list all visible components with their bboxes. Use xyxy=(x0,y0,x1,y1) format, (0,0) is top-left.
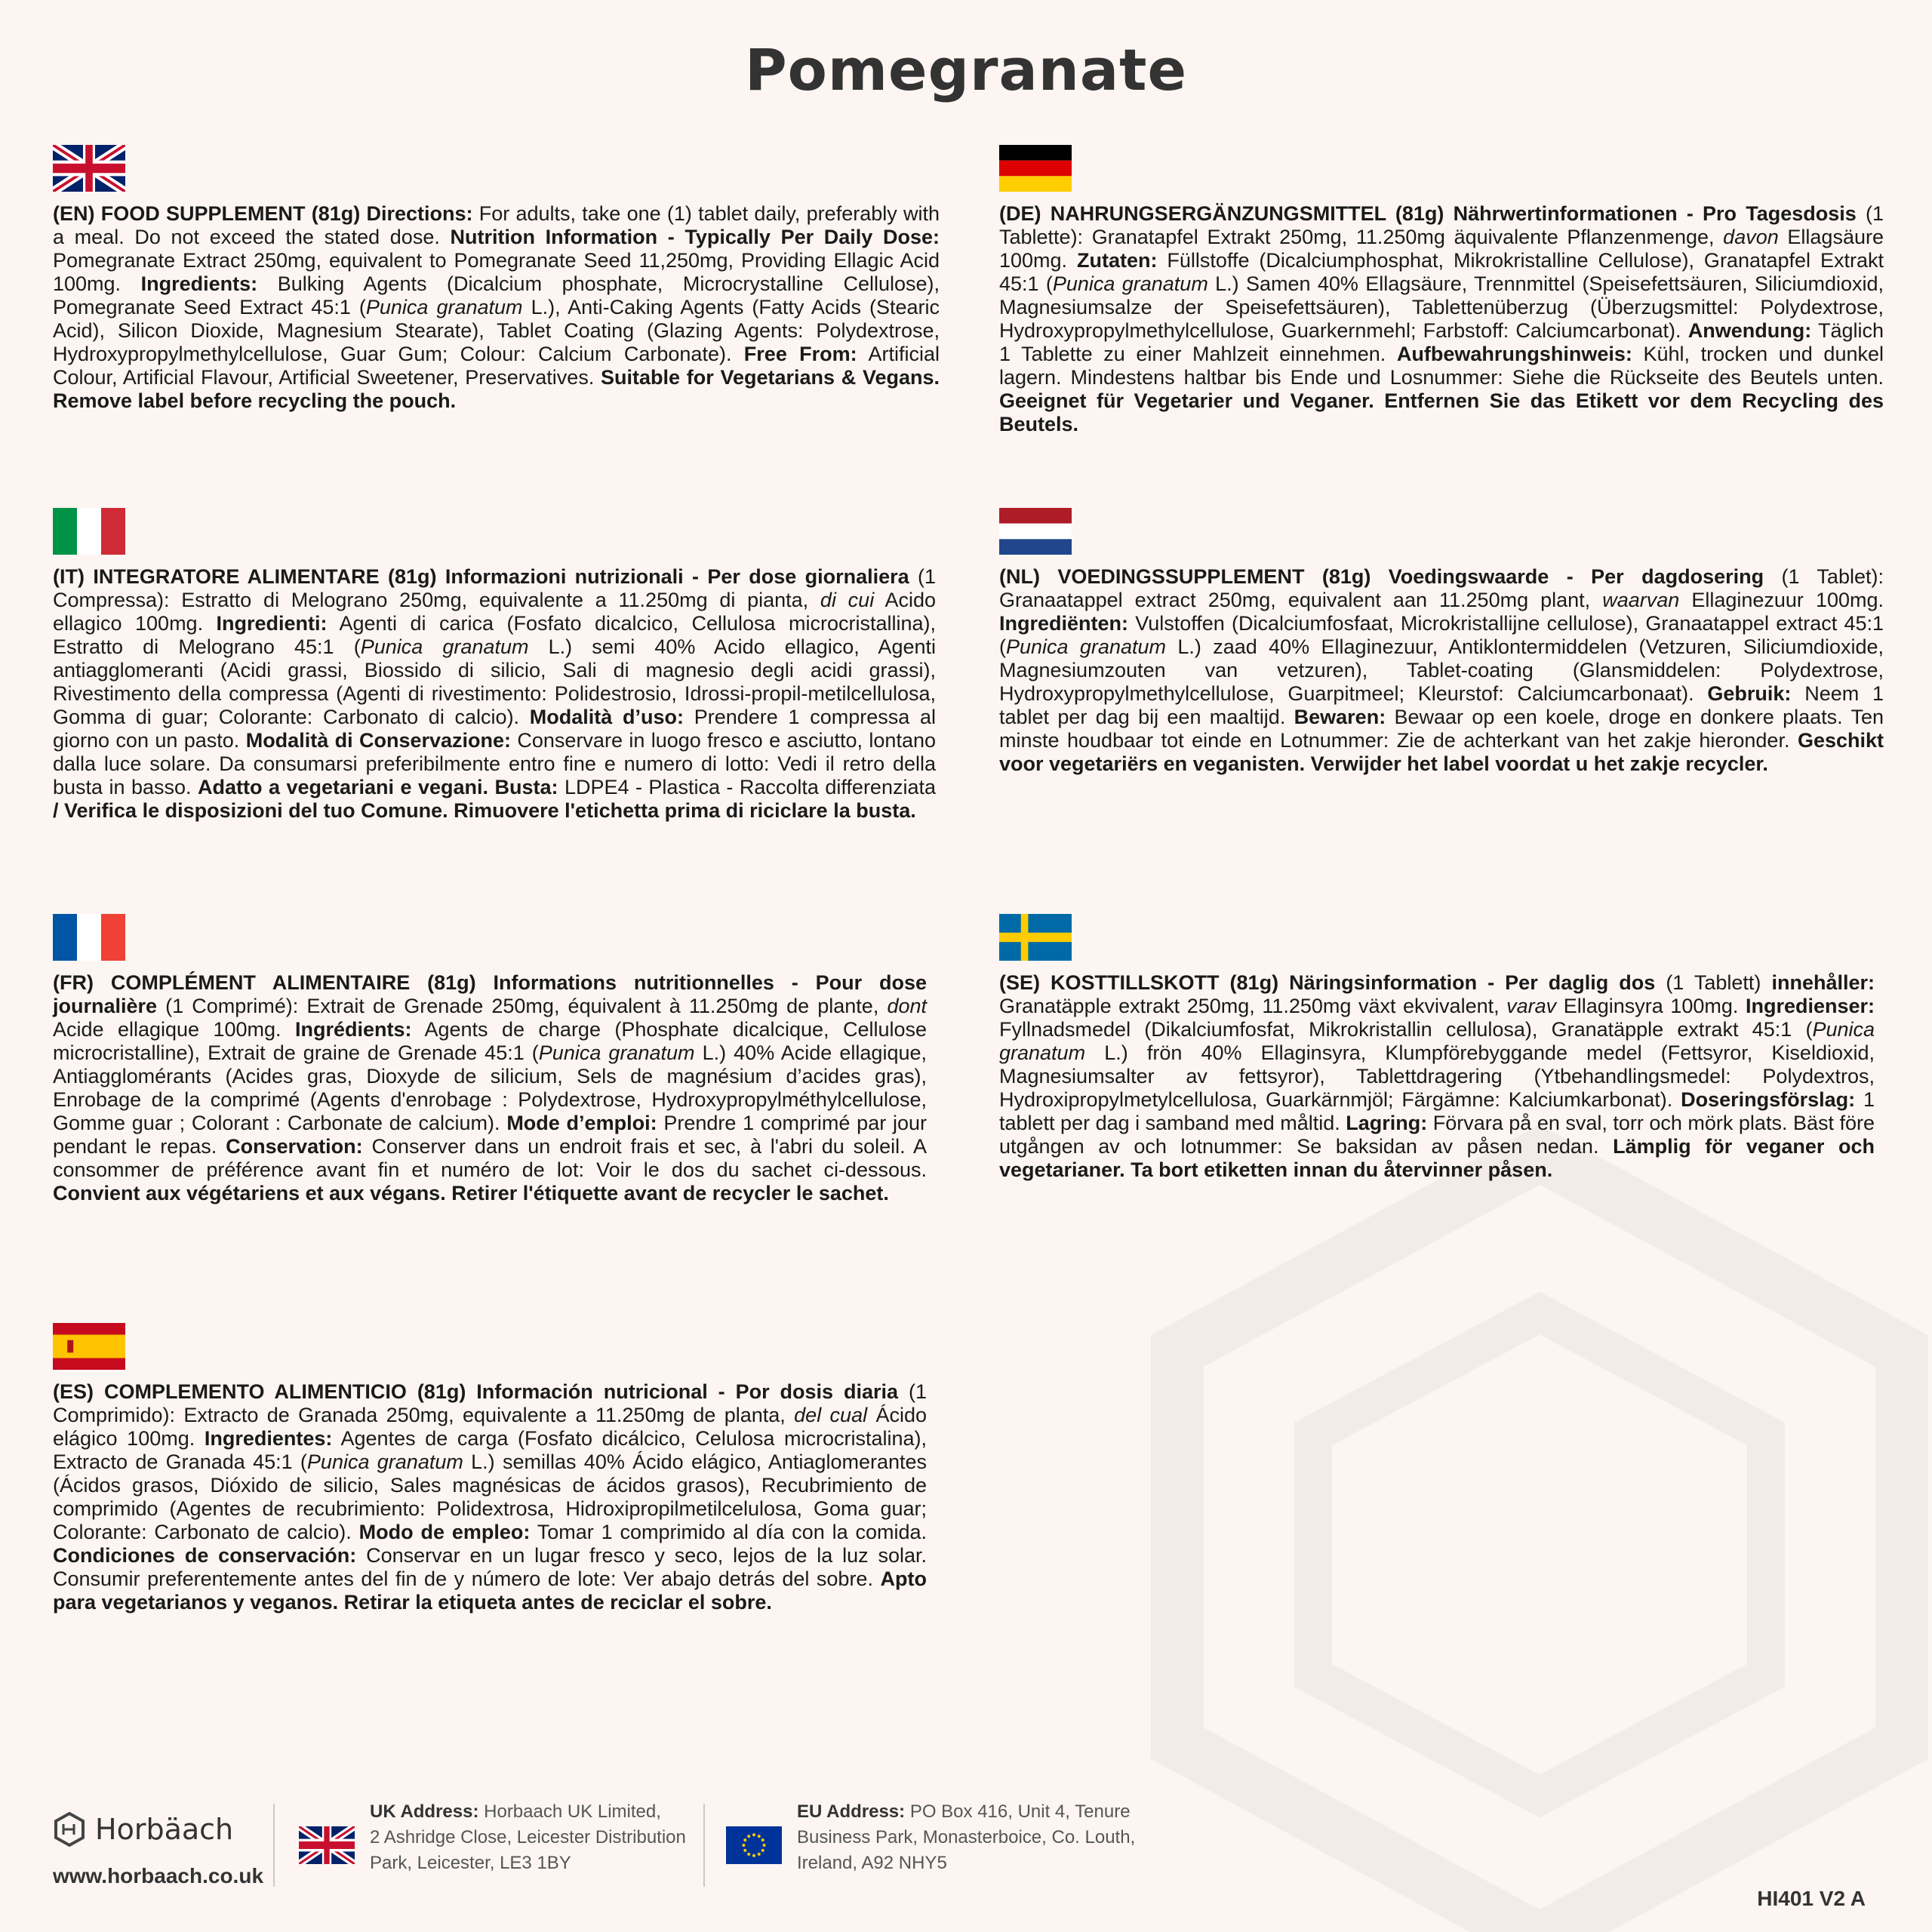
it-nutrition: (1 Compressa): Estratto di Melograno 250mg, equivalente a 11.250mg di pianta, xyxy=(53,565,936,611)
es-nutrition: (1 Comprimido): Extracto de Granada 250mg, equivalente a 11.250mg de planta, xyxy=(53,1380,927,1426)
en-free-from-label: Free From: xyxy=(743,343,857,365)
uk-address-line: Park, Leicester, LE3 1BY xyxy=(370,1853,571,1873)
it-ingredients: Agenti di carica (Fosfato dicalcico, Cellulosa microcristallina), Estratto di Melograno 45:1 ( xyxy=(53,612,936,658)
panel-nl-text xyxy=(999,565,1884,776)
panel-es xyxy=(53,1323,927,1614)
uk-address xyxy=(370,1799,686,1876)
fr-ingredients-label: Ingrédients: xyxy=(295,1018,412,1041)
fr-usage: Prendre 1 comprimé par jour pendant le repas. xyxy=(53,1112,927,1158)
fr-storage-label: Conservation: xyxy=(226,1135,363,1158)
page-title: Pomegranate xyxy=(744,36,1188,103)
it-storage-label: Modalità di Conservazione: xyxy=(245,729,512,752)
it-italic: di cui xyxy=(820,589,875,611)
hexagon-logo-icon xyxy=(53,1811,86,1847)
panel-en-text xyxy=(53,202,940,413)
se-ingredients: Fyllnadsmedel (Dikalciumfosfat, Mikrokristallin cellulosa), Granatäpple extrakt 45:1 ( xyxy=(999,1018,1813,1041)
se-usage: 1 tablett per dag i samband med måltid. xyxy=(999,1088,1875,1134)
de-italic: davon xyxy=(1723,226,1779,248)
fr-ingredients-cont: L.) 40% Acide ellagique, Antiagglomérants (Acides gras, Dioxyde de silicium, Sels de magnésium d’acides gras), Enrobage de la comprimé (Agents d'enrobage : Polydextrose, Hydroxypropylméthylcellulose, Gomme guar ; Colorant : Carbonate de calcium). xyxy=(53,1041,927,1134)
panel-fr xyxy=(53,914,927,1205)
spain-flag-icon xyxy=(53,1323,125,1370)
hexagon-watermark xyxy=(1102,1064,1932,1932)
panel-nl xyxy=(999,508,1884,776)
it-nutrition-cont: Acido ellagico 100mg. xyxy=(53,589,936,635)
website-url: www.horbaach.co.uk xyxy=(53,1864,264,1887)
panel-es-text xyxy=(53,1380,927,1614)
italy-flag-icon xyxy=(53,508,125,555)
uk-flag-icon xyxy=(299,1826,355,1864)
se-dose: (1 Tablett) xyxy=(1655,971,1772,994)
en-heading: (EN) FOOD SUPPLEMENT (81g) Directions: xyxy=(53,202,473,225)
en-ingredients: Bulking Agents (Dicalcium phosphate, Microcrystalline Cellulose), Pomegranate Seed Extract 45:1 ( xyxy=(53,272,940,318)
es-ingredients: Agentes de carga (Fosfato dicálcico, Celulosa microcristalina), Extracto de Granada 45:1 ( xyxy=(53,1427,928,1473)
se-ingredients-label: Ingredienser: xyxy=(1745,995,1875,1017)
fr-storage: Conserver dans un endroit frais et sec, à l'abri du soleil. A consommer de préférence avant fin et numéro de lot: Voir le dos du sachet ci-dessous. xyxy=(53,1135,927,1181)
se-storage-label: Lagring: xyxy=(1346,1112,1428,1134)
nl-storage: Bewaar op een koele, droge en donkere plaats. Ten minste houdbaar tot einde en Lotnummer: Zie de achterkant van het zakje hieronder. xyxy=(999,706,1884,752)
eu-address-line: PO Box 416, Unit 4, Tenure xyxy=(905,1801,1131,1822)
de-heading: (DE) NAHRUNGSERGÄNZUNGSMITTEL (81g) Nährwertinformationen - Pro Tagesdosis xyxy=(999,202,1857,225)
es-usage: Tomar 1 comprimido al día con la comida. xyxy=(530,1521,927,1543)
nl-latin-name: Punica granatum xyxy=(1006,635,1166,658)
es-heading: (ES) COMPLEMENTO ALIMENTICIO (81g) Información nutricional - Por dosis diaria xyxy=(53,1380,899,1403)
panel-fr-text xyxy=(53,971,927,1205)
en-nutrition-label: Nutrition Information - Typically Per Daily Dose: xyxy=(450,226,940,248)
france-flag-icon xyxy=(53,914,125,961)
divider xyxy=(703,1804,705,1887)
fr-heading: (FR) COMPLÉMENT ALIMENTAIRE (81g) Informations nutritionnelles - Pour dose journalière xyxy=(53,971,927,1017)
de-nutrition: (1 Tablette): Granatapfel Extrakt 250mg, 11.250mg äquivalente Pflanzenmenge, xyxy=(999,202,1884,248)
fr-latin-name: Punica granatum xyxy=(538,1041,695,1064)
it-usage-label: Modalità d’uso: xyxy=(529,706,684,728)
es-latin-name: Punica granatum xyxy=(306,1451,463,1473)
eu-flag-icon xyxy=(726,1826,782,1864)
de-ingredients-label: Zutaten: xyxy=(1077,249,1158,272)
se-heading: (SE) KOSTTILLSKOTT (81g) Näringsinformation - Per daglig dos xyxy=(999,971,1656,994)
en-free-from: Artificial Colour, Artificial Flavour, Artificial Sweetener, Preservatives. xyxy=(53,343,940,389)
nl-nutrition-cont: Ellaginezuur 100mg. xyxy=(1679,589,1884,611)
se-storage: Förvara på en sval, torr och mörk plats. Bäst före utgången av och lotnummer: Se baksidan av påsen nedan. xyxy=(999,1112,1875,1158)
de-ingredients-cont: L.) Samen 40% Ellagsäure, Trennmittel (Speisefettsäuren, Siliciumdioxid, Magnesiumsalze der Speisefettsäuren), Tablettenüberzug (Überzugsmittel: Polydextrose, Hydroxypropylmethylcellulose, Guarkernmehl; Farbstoff: Calciumcarbonat). xyxy=(999,272,1884,342)
panel-de-text xyxy=(999,202,1884,436)
fr-italic: dont xyxy=(887,995,927,1017)
germany-flag-icon xyxy=(999,145,1072,192)
it-heading: (IT) INTEGRATORE ALIMENTARE (81g) Informazioni nutrizionali - Per dose giornaliera xyxy=(53,565,909,588)
es-suitability: Apto para vegetarianos y veganos. Retirar la etiqueta antes de reciclar el sobre. xyxy=(53,1567,927,1614)
de-ingredients: Füllstoffe (Dicalciumphosphat, Mikrokristalline Cellulose), Granatapfel Extrakt 45:1 ( xyxy=(999,249,1884,295)
se-italic: varav xyxy=(1506,995,1557,1017)
it-latin-name: Punica granatum xyxy=(360,635,529,658)
fr-usage-label: Mode d’emploi: xyxy=(506,1112,657,1134)
nl-heading: (NL) VOEDINGSSUPPLEMENT (81g) Voedingswaarde - Per dagdosering xyxy=(999,565,1764,588)
panel-it-text xyxy=(53,565,936,823)
es-ingredients-cont: L.) semillas 40% Ácido elágico, Antiaglomerantes (Ácidos grasos, Dióxido de silicio, Sales magnésicas de ácidos grasos), Recubrimiento de comprimido (Agentes de recubrimiento: Polidextrosa, Hidroxipropilmetilcelulosa, Goma guar; Colorante: Carbonato de calcio). xyxy=(53,1451,928,1543)
es-italic: del cual xyxy=(794,1404,868,1426)
de-storage-label: Aufbewahrungshinweis: xyxy=(1396,343,1632,365)
nl-nutrition: (1 Tablet): Granaatappel extract 250mg, equivalent aan 11.250mg plant, xyxy=(999,565,1884,611)
it-ingredients-label: Ingredienti: xyxy=(216,612,328,635)
it-usage: Prendere 1 compressa al giorno con un pasto. xyxy=(53,706,937,752)
sweden-flag-icon xyxy=(999,914,1072,961)
se-suitability: Lämplig för veganer och vegetarianer. Ta bort etiketten innan du återvinner påsen. xyxy=(999,1135,1875,1181)
fr-suitability: Convient aux végétariens et aux végans. Retirer l'étiquette avant de recycler le sachet. xyxy=(53,1182,889,1204)
en-suitability: Suitable for Vegetarians & Vegans. Remove label before recycling the pouch. xyxy=(53,366,940,412)
nl-ingredients-label: Ingrediënten: xyxy=(999,612,1129,635)
nl-italic: waarvan xyxy=(1602,589,1680,611)
netherlands-flag-icon xyxy=(999,508,1072,555)
uk-address-line: 2 Ashridge Close, Leicester Distribution xyxy=(370,1827,686,1847)
panel-it xyxy=(53,508,936,823)
uk-address-label: UK Address: xyxy=(370,1801,479,1822)
panel-se-text xyxy=(999,971,1875,1182)
se-ingredients-cont: L.) frön 40% Ellaginsyra, Klumpförebyggande medel (Fettsyror, Kiseldioxid, Magnesiumsalter av fettsyror), Tablettdragering (Ytbehandlingsmedel: Polydextros, Hydroxipropylmetylcellulosa, Guarkärnmjöl; Färgämne: Kalciumkarbonat). xyxy=(999,1041,1875,1111)
it-packaging: LDPE4 - Plastica - Raccolta differenziata xyxy=(558,776,936,798)
de-nutrition-cont: Ellagsäure 100mg. xyxy=(999,226,1884,272)
en-latin-name: Punica granatum xyxy=(365,296,523,318)
es-storage: Conservar en un lugar fresco y seco, lejos de la luz solar. Consumir preferentemente antes del fin de y número de lote: Ver abajo detrás del sobre. xyxy=(53,1544,927,1590)
eu-address-label: EU Address: xyxy=(797,1801,906,1822)
it-suitability: Adatto a vegetariani e vegani. Busta: xyxy=(198,776,558,798)
se-nutrition: Granatäpple extrakt 250mg, 11.250mg växt ekvivalent, xyxy=(999,995,1507,1017)
it-recycling: / Verifica le disposizioni del tuo Comune. Rimuovere l'etichetta prima di riciclare la busta. xyxy=(53,799,916,822)
es-usage-label: Modo de empleo: xyxy=(358,1521,531,1543)
se-nutrition-cont: Ellaginsyra 100mg. xyxy=(1556,995,1746,1017)
fr-ingredients: Agents de charge (Phosphate dicalcique, Cellulose microcristalline), Extrait de graine de Grenade 45:1 ( xyxy=(53,1018,927,1064)
de-storage: Kühl, trocken und dunkel lagern. Mindestens haltbar bis Ende und Losnummer: Siehe die Rückseite des Beutels unten. xyxy=(999,343,1884,389)
es-storage-label: Condiciones de conservación: xyxy=(53,1544,357,1567)
it-storage: Conservare in luogo fresco e asciutto, lontano dalla luce solare. Da consumarsi preferibilmente entro fine e numero di lotto: Vedi il retro della busta in basso. xyxy=(53,729,936,798)
eu-address-line: Business Park, Monasterboice, Co. Louth, xyxy=(797,1827,1136,1847)
fr-nutrition: (1 Comprimé): Extrait de Grenade 250mg, équivalent à 11.250mg de plante, xyxy=(157,995,888,1017)
en-ingredients-cont: L.), Anti-Caking Agents (Fatty Acids (Stearic Acid), Silicon Dioxide, Magnesium Stearate), Tablet Coating (Glazing Agents: Polydextrose, Hydroxypropylmethylcellulose, Guar Gum; Colour: Calcium Carbonate). xyxy=(53,296,940,365)
fr-nutrition-cont: Acide ellagique 100mg. xyxy=(53,1018,295,1041)
de-usage: Täglich 1 Tablette zu einer Mahlzeit einnehmen. xyxy=(999,319,1884,365)
se-usage-label: Doseringsförslag: xyxy=(1681,1088,1856,1111)
brand-name: Horbäach xyxy=(95,1813,234,1846)
nl-ingredients-cont: L.) zaad 40% Ellaginezuur, Antiklontermiddelen (Vetzuren, Siliciumdioxide, Magnesiumzouten van vetzuren), Tablet-coating (Glansmiddelen: Polydextrose, Hydroxypropylmethylcellulose, Guarpitmeel; Kleurstof: Calciumcarbonaat). xyxy=(999,635,1884,705)
nl-storage-label: Bewaren: xyxy=(1294,706,1386,728)
en-directions: For adults, take one (1) tablet daily, preferably with a meal. Do not exceed the stated dose. xyxy=(53,202,940,248)
nl-usage-label: Gebruik: xyxy=(1707,682,1792,705)
eu-address-line: Ireland, A92 NHY5 xyxy=(797,1853,947,1873)
panel-en xyxy=(53,145,940,413)
nl-ingredients: Vulstoffen (Dicalciumfosfaat, Microkristallijne cellulose), Granaatappel extract 45:1 ( xyxy=(999,612,1884,658)
divider xyxy=(273,1804,275,1887)
se-latin-name: Punica granatum xyxy=(999,1018,1875,1064)
product-code: HI401 V2 A xyxy=(1757,1887,1866,1910)
eu-address xyxy=(797,1799,1135,1876)
uk-address-line: Horbaach UK Limited, xyxy=(478,1801,661,1822)
nl-usage: Neem 1 tablet per dag bij een maaltijd. xyxy=(999,682,1884,728)
en-ingredients-label: Ingredients: xyxy=(140,272,258,295)
footer xyxy=(0,1801,1932,1932)
uk-flag-icon xyxy=(53,145,125,192)
panel-de xyxy=(999,145,1884,436)
it-ingredients-cont: L.) semi 40% Acido ellagico, Agenti antiagglomeranti (Acidi grassi, Biossido di silicio, Sali di magnesio degli acidi grassi), Rivestimento della compressa (Agenti di rivestimento: Polidestrosio, Idrossi-propil-metilcellulosa, Gomma di guar; Colorante: Carbonato di calcio). xyxy=(53,635,936,728)
de-latin-name: Punica granatum xyxy=(1052,272,1208,295)
es-nutrition-cont: Ácido elágico 100mg. xyxy=(53,1404,927,1450)
en-nutrition: Pomegranate Extract 250mg, equivalent to Pomegranate Seed 11,250mg, Providing Ellagic Acid 100mg. xyxy=(53,249,940,295)
se-contains-label: innehåller: xyxy=(1771,971,1875,994)
panel-se xyxy=(999,914,1875,1182)
de-usage-label: Anwendung: xyxy=(1687,319,1812,342)
nl-suitability: Geschikt voor vegetariërs en veganisten. Verwijder het label voordat u het zakje recycler. xyxy=(999,729,1884,775)
de-suitability: Geeignet für Vegetarier und Veganer. Entfernen Sie das Etikett vor dem Recycling des Beutels. xyxy=(999,389,1884,435)
es-ingredients-label: Ingredientes: xyxy=(204,1427,333,1450)
brand-logo xyxy=(53,1811,233,1847)
